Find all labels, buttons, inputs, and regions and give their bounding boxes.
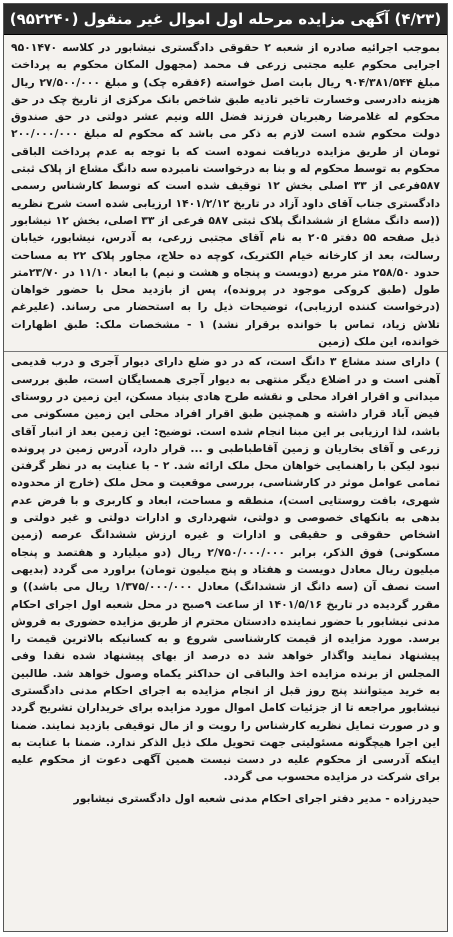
notice-signature: حیدرزاده - مدیر دفتر اجرای احکام مدنی شعبه اول دادگستری نیشابور xyxy=(73,791,440,805)
column-divider xyxy=(4,351,447,352)
notice-body xyxy=(4,35,447,807)
notice-paragraph-1: بموجب اجرائیه صادره از شعبه ۲ حقوقی دادگستری نیشابور در کلاسه ۹۵۰۱۴۷۰ اجرایی محکوم علیه مجتبی زرعی ف محمد (مجهول المکان محکوم به پرداخت مبلغ ۹۰۴/۳۸۱/۵۴۴ ریال بابت اصل خواسته (۶فقره چک) و مبلغ ۲۷/۵۰۰/۰۰۰ ریال هزینه دادرسی وخسارت تاخیر تادیه طبق شاخص بانک مرکزی از تاریخ چک در حق محکوم له غلامرضا رهبریان فرزند فضل الله ونیم عشر دولتی در حق صندوق دولت محکوم شده است لازم به ذکر می باشد که محکوم له مبلغ ۲۰۰/۰۰۰/۰۰۰ تومان از طریق مزایده دریافت نموده است که با توجه به عدم پرداخت الباقی محکوم به توسط محکوم له و بنا به درخواست نامبرده سه دانگ مشاع از پلاک ثبتی ۵۸۷فرعی از ۳۳ اصلی بخش ۱۲ توقیف شده است که توسط کارشناس رسمی دادگستری جناب آقای داود آزاد در تاریخ ۱۴۰۱/۲/۱۲ ارزیابی شده است شرح نظریه ((سه دانگ مشاع از ششدانگ پلاک ثبتی ۵۸۷ فرعی از ۳۳ اصلی، بخش ۱۲ نیشابور ذیل صفحه ۵۵ دفتر ۲۰۵ به نام آقای مجتبی زرعی، به آدرس، نیشابور، خیابان رسالت، بعد از کارخانه خیام الکتریک، کوچه ده حلاج، مجاور پلاک ۲۲ به مساحت حدود ۲۵۸/۵۰ متر مربع (دویست و پنجاه و هشت و نیم) با ابعاد ۱۱/۱۰ در ۲۳/۷۰متر طول (طبق کروکی موجود در پرونده)، پس از بازدید محل با حضور خواهان (درخواست کننده ارزیابی)، توضیحات ذیل را به استحضار می رساند. (علیرغم تلاش زیاد، تماس با خوانده برقرار نشد) ۱ - مشخصات ملک: طبق اظهارات خوانده، این ملک (زمین xyxy=(11,41,441,349)
notice-title-bar xyxy=(4,4,447,35)
auction-notice xyxy=(3,3,448,932)
notice-title: (۴/۲۳) آگهی مزایده مرحله اول اموال غیر منقول (۹۵۲۲۴۰) xyxy=(9,10,442,28)
notice-paragraph-2: ) دارای سند مشاع ۳ دانگ است، که در دو ضلع دارای دیوار آجری و درب قدیمی آهنی است و در اضلاع دیگر منتهی به دیوار آجری همسایگان است، طبق بررسی میدانی و اقرار افراد محلی و نقشه طرح هادی بنیاد مسکن، این زمین در روستای فیض آباد قرار داشته و همچنین طبق اقرار افراد محلی این زمین مسکونی می باشد، لذا ارزیابی بر این مبنا انجام شده است. توضیح: این زمین بعد از انبار آقای زرعی و آقای بخاریان و زمین آقاطباطبی و ... قرار دارد، آدرس زمین در پرونده نبود لیکن با راهنمایی خواهان محل ملک ارائه شد. ۲ - با عنایت به در نظر گرفتن تمامی عوامل موثر در کارشناسی، بررسی موقعیت و محل ملک (خارج از محدوده شهری، بافت روستایی است)، منطقه و مساحت، ابعاد و کاربری و با فرض عدم بدهی به بانکهای خصوصی و دولتی، شهرداری و ادارات دولتی و غیر دولتی و اشخاص حقوقی و حقیقی و ادارات و غیره ارزش ششدانگ عرصه (زمین مسکونی) فوق الذکر، برابر ۲/۷۵۰/۰۰۰/۰۰۰ ریال (دو میلیارد و هفتصد و پنجاه میلیون ریال معادل دویست و هفتاد و پنج میلیون تومان) براورد می گردد (بدیهی است نصف آن (سه دانگ از ششدانگ) معادل ۱/۳۷۵/۰۰۰/۰۰۰ ریال می باشد)) و مقرر گردیده در تاریخ ۱۴۰۱/۵/۱۶ از ساعت ۹صبح در محل شعبه اول اجرای احکام مدنی نیشابور با حضور نماینده دادستان محترم از طریق مزایده حضوری به فروش برسد. مورد مزایده از قیمت کارشناسی شروع و به کسانیکه بالاترین قیمت را پیشنهاد نمایند واگذار خواهد شد ده درصد از بهای پیشنهاد شده نقدا وفی المجلس از برنده مزایده اخذ والباقی ان حداکثر یکماه وصول خواهد شد. طالبین به خرید میتوانند پنج روز قبل از انجام مزایده به اجرای احکام مدنی دادگستری نیشابور مراجعه تا از جزئیات کامل اموال مورد مزایده برای خریداران تشریح گردد و در صورت تمایل نظریه کارشناس را رویت و از مال توقیفی بازدید نمایند. ضمنا این اجرا هیچگونه مسئولیتی جهت تحویل ملک ذیل الذکر ندارد. ضمنا با عنایت به اینکه آدرسی از محکوم علیه در دست نیست همین آگهی دعوت از محکوم علیه برای شرکت در مزایده محسوب می گردد. xyxy=(11,355,440,784)
